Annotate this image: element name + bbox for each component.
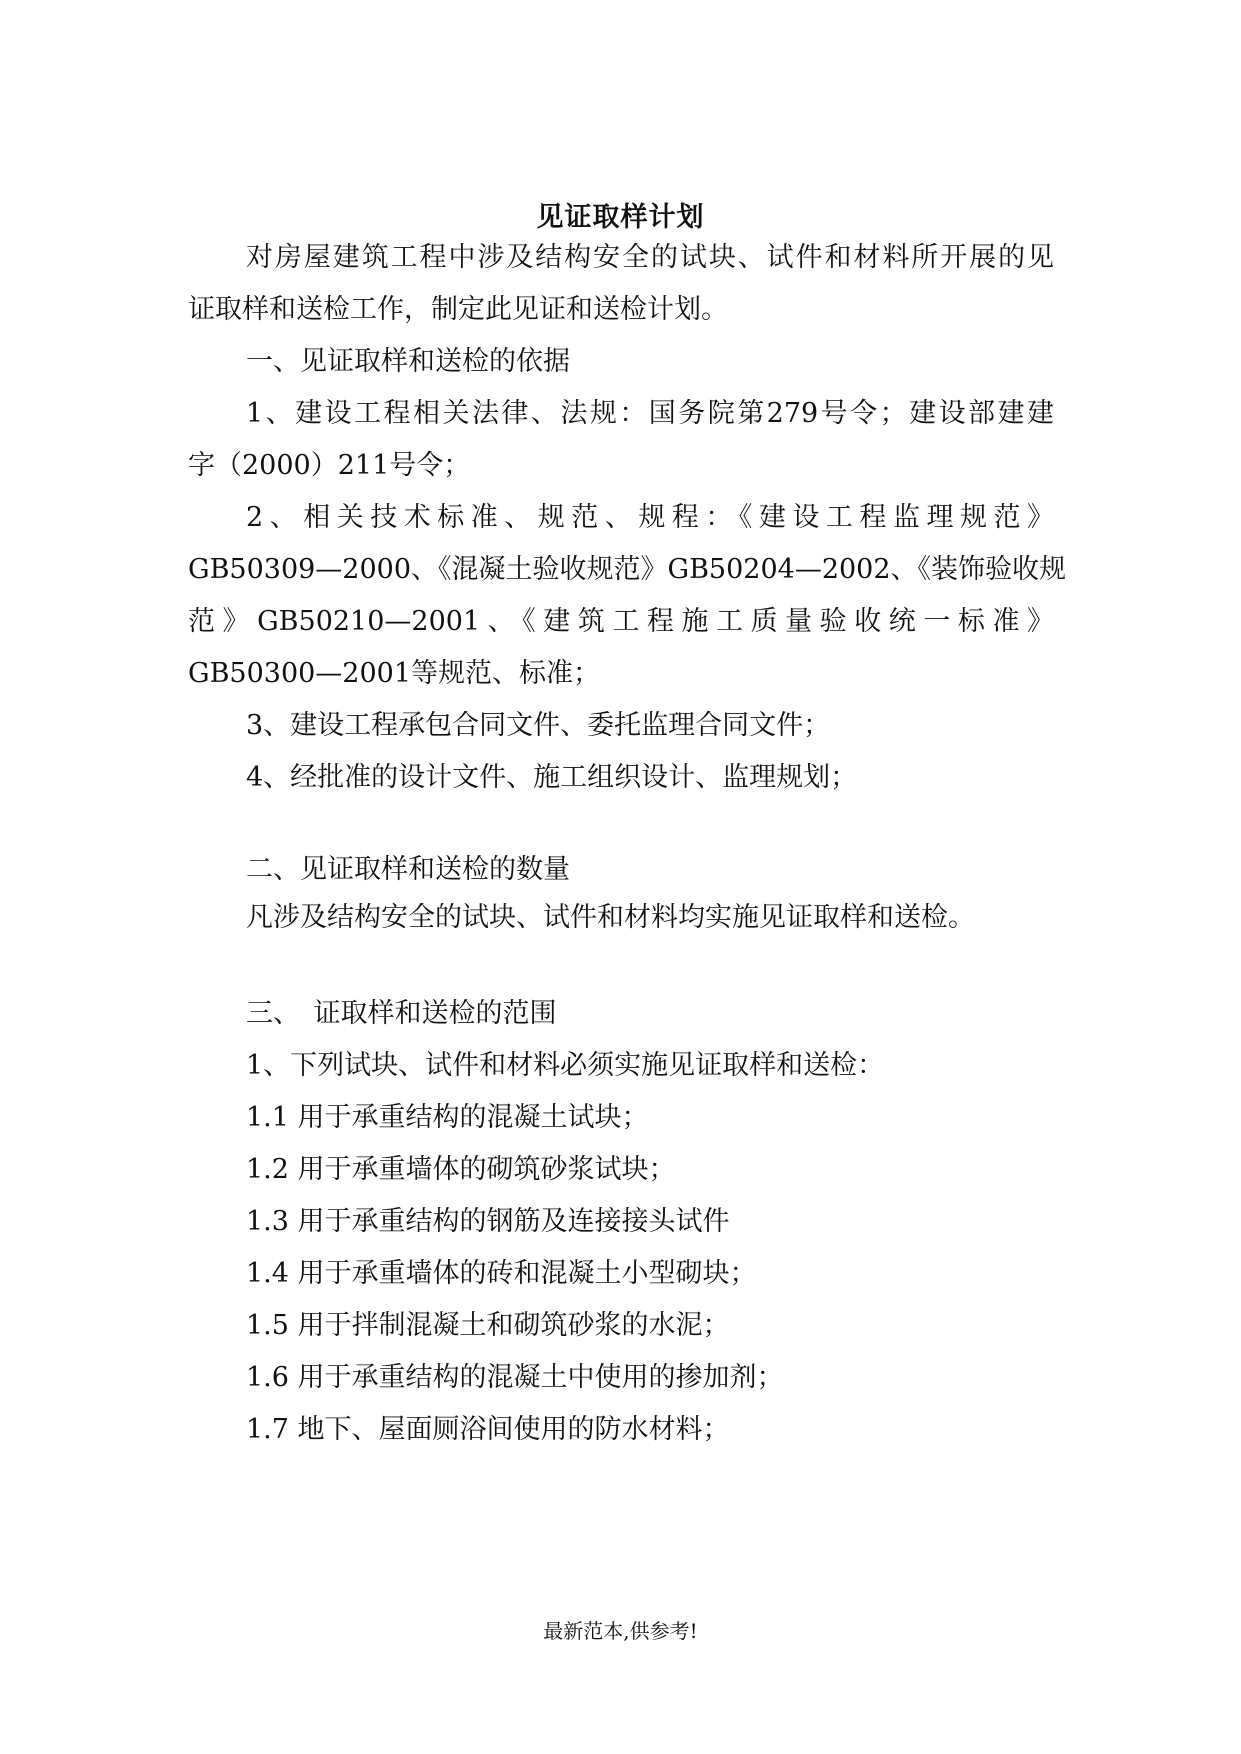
paragraph-line: 字（2000）211号令； xyxy=(188,450,471,481)
paragraph-line: 范》GB50210—2001、《建筑工程施工质量验收统一标准》 xyxy=(188,606,1054,637)
paragraph-line: 1、建设工程相关法律、法规：国务院第279号令；建设部建建 xyxy=(246,398,1054,429)
paragraph-line: 4、经批准的设计文件、施工组织设计、监理规划； xyxy=(246,762,858,793)
section-heading: 二、见证取样和送检的数量 xyxy=(246,854,570,885)
list-item: 1.6 用于承重结构的混凝土中使用的掺加剂； xyxy=(246,1362,784,1393)
paragraph-line: 证取样和送检工作，制定此见证和送检计划。 xyxy=(188,294,728,325)
paragraph-line: 1、下列试块、试件和材料必须实施见证取样和送检： xyxy=(246,1050,885,1081)
section-heading: 一、见证取样和送检的依据 xyxy=(246,346,570,377)
list-item: 1.1 用于承重结构的混凝土试块； xyxy=(246,1102,649,1133)
paragraph-line: 3、建设工程承包合同文件、委托监理合同文件； xyxy=(246,710,831,741)
document-title: 见证取样计划 xyxy=(536,202,705,233)
paragraph-line: GB50309—2000、《混凝土验收规范》GB50204—2002、《装饰验收规 xyxy=(188,554,1067,585)
list-item: 1.2 用于承重墙体的砌筑砂浆试块； xyxy=(246,1154,676,1185)
paragraph-line: 凡涉及结构安全的试块、试件和材料均实施见证取样和送检。 xyxy=(246,902,975,933)
section-heading: 三、 证取样和送检的范围 xyxy=(246,998,557,1029)
paragraph-line: 对房屋建筑工程中涉及结构安全的试块、试件和材料所开展的见 xyxy=(246,242,1054,273)
paragraph-line: GB50300—2001等规范、标准； xyxy=(188,658,601,689)
list-item: 1.3 用于承重结构的钢筋及连接接头试件 xyxy=(246,1206,730,1237)
page-footer: 最新范本,供参考! xyxy=(543,1619,698,1643)
list-item: 1.5 用于拌制混凝土和砌筑砂浆的水泥； xyxy=(246,1310,730,1341)
list-item: 1.4 用于承重墙体的砖和混凝土小型砌块； xyxy=(246,1258,757,1289)
paragraph-line: 2、相关技术标准、规范、规程：《建设工程监理规范》 xyxy=(246,502,1054,533)
list-item: 1.7 地下、屋面厕浴间使用的防水材料； xyxy=(246,1414,730,1445)
